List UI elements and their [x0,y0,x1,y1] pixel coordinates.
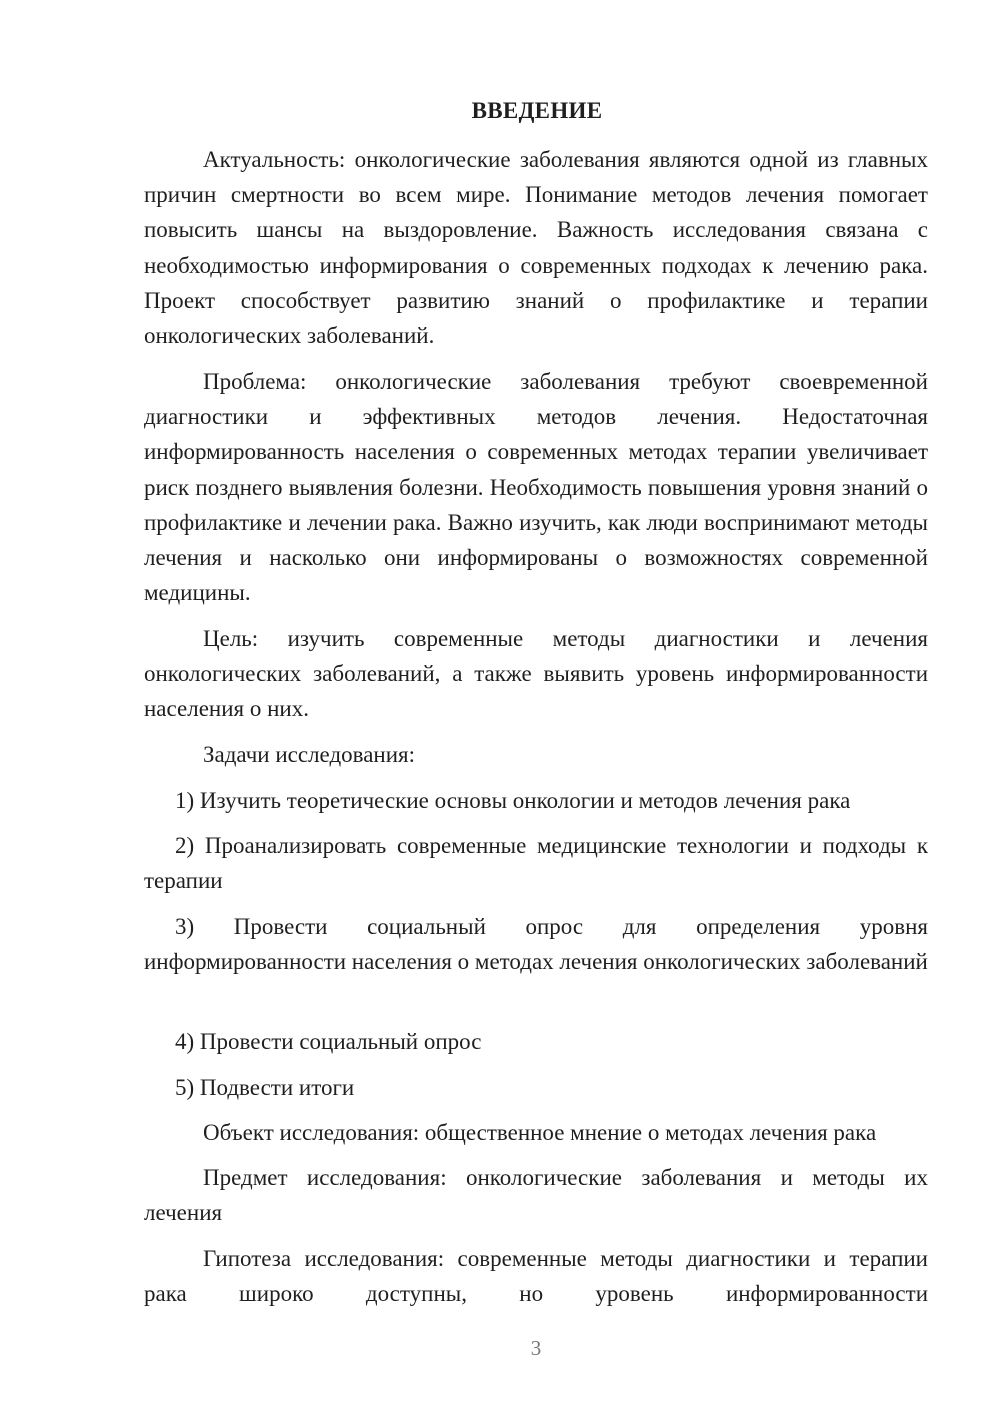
section-heading: ВВЕДЕНИЕ [471,98,603,123]
paragraph-subject: Предмет исследования: онкологические заболевания и методы их лечения [144,1165,928,1226]
list-item-task-3: 3) Провести социальный опрос для определения уровня информированности населения о методах лечения онкологических заболеваний [144,914,928,975]
list-item-task-2: 2) Проанализировать современные медицинские технологии и подходы к терапии [144,833,928,894]
tasks-title: Задачи исследования: [203,742,416,767]
paragraph-object: Объект исследования: общественное мнение о методах лечения рака [203,1120,877,1145]
list-item-task-5: 5) Подвести итоги [175,1075,355,1100]
paragraph-relevance: Актуальность: онкологические заболевания являются одной из главных причин смертности во всем мире. Понимание методов лечения помогает повысить шансы на выздоровление. Важность исследования связана с необходимостью информирования о современных подходах к лечению рака. Проект способствует развитию знаний о профилактике и терапии онкологических заболеваний. [144,147,928,349]
paragraph-goal: Цель: изучить современные методы диагностики и лечения онкологических заболеваний, а также выявить уровень информированности населения о них. [144,626,928,722]
list-item-task-1: 1) Изучить теоретические основы онкологии и методов лечения рака [175,788,851,813]
list-item-task-4: 4) Провести социальный опрос [175,1029,482,1054]
paragraph-problem: Проблема: онкологические заболевания требуют своевременной диагностики и эффективных методов лечения. Недостаточная информированность населения о современных методах терапии увеличивает риск позднего выявления болезни. Необходимость повышения уровня знаний о профилактике и лечении рака. Важно изучить, как люди воспринимают методы лечения и насколько они информированы о возможностях современной медицины. [144,369,928,606]
paragraph-hypothesis: Гипотеза исследования: современные методы диагностики и терапии рака широко доступны, но уровень информированности [144,1246,928,1307]
page-number: 3 [530,1336,542,1360]
